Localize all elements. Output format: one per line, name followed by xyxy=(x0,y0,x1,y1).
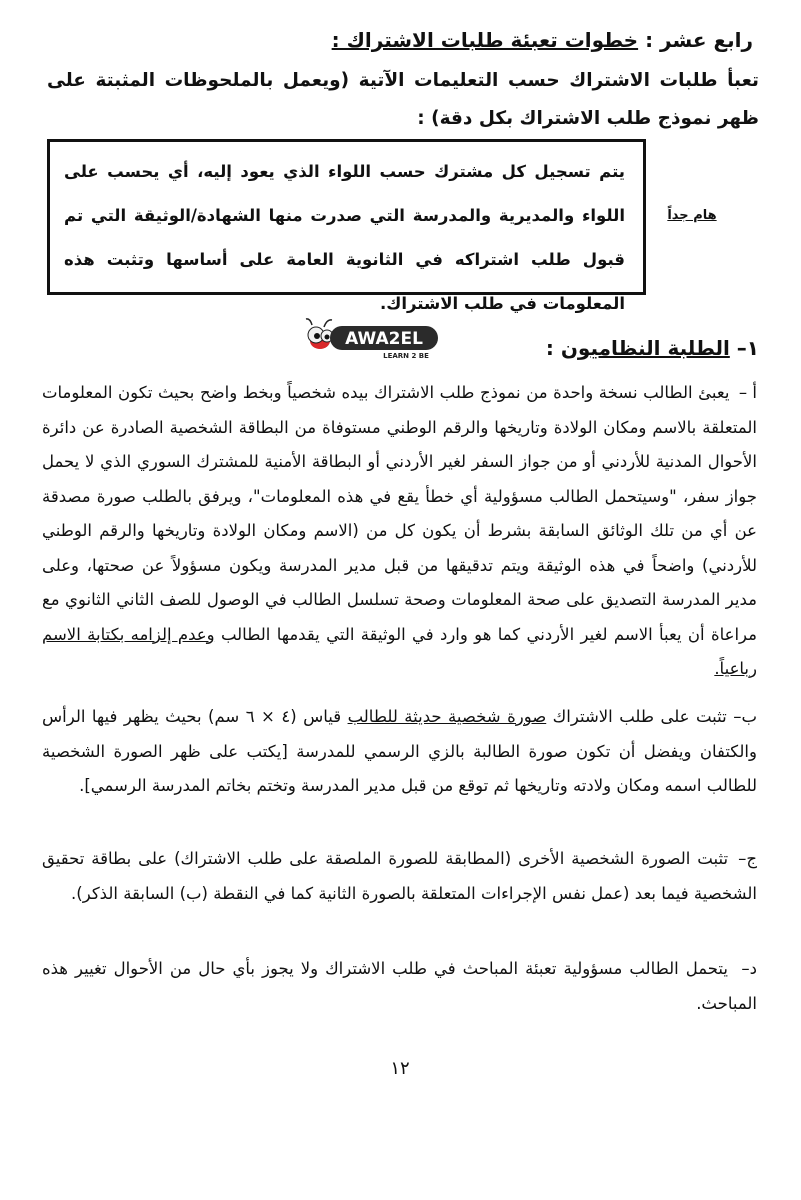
item-a-underlined: وعدم إلزامه بكتابة الاسم رباعياً. xyxy=(42,624,757,678)
section-title xyxy=(53,28,753,52)
important-notice-box xyxy=(47,139,646,313)
awa2el-logo xyxy=(296,316,446,360)
section-title-prefix: رابع عشر : xyxy=(638,28,753,52)
item-b-text-after: قياس (٤ × ٦ سم) بحيث يظهر فيها الرأس والكتفان ويفضل أن تكون صورة الطالبة بالزي الرسمي للمدرسة [يكتب على ظهر الصورة الشخصية للطالب اسمه ومكان ولادته وتاريخها ثم توقع من قبل مدير المدرسة وتختم بخاتم المدرسة الرسمي]. xyxy=(42,707,757,795)
item-b-text-before: تثبت على طلب الاشتراك xyxy=(546,707,727,726)
item-b xyxy=(42,700,757,804)
item-d-text: يتحمل الطالب مسؤولية تعبئة المباحث في طلب الاشتراك ولا يجوز بأي حال من الأحوال تغيير هذه المباحث. xyxy=(42,959,757,1013)
item-b-underlined: صورة شخصية حديثة للطالب xyxy=(347,707,547,726)
item-d-label: د– xyxy=(741,959,757,978)
page-number: ١٢ xyxy=(390,1058,410,1079)
item-a xyxy=(42,376,757,687)
item-b-label: ب– xyxy=(733,707,757,726)
subsection-number: ١– xyxy=(729,336,759,360)
important-notice-text: يتم تسجيل كل مشترك حسب اللواء الذي يعود إليه، أي يحسب على اللواء والمديرية والمدرسة التي صدرت منها الشهادة/الوثيقة التي تم قبول طلب اشتراكه في الثانوية العامة على أساسها وتثبت هذه المعلومات في طلب الاشتراك. xyxy=(64,162,625,313)
item-a-label: أ – xyxy=(738,383,758,402)
subsection-title-text: الطلبة النظاميون xyxy=(560,336,730,360)
logo-sub-text: LEARN 2 BE xyxy=(383,352,429,360)
item-d xyxy=(42,952,757,1021)
logo-main-text: AWA2EL xyxy=(345,329,423,349)
item-c xyxy=(42,842,757,911)
item-a-text: يعبئ الطالب نسخة واحدة من نموذج طلب الاشتراك بيده شخصياً وبخط واضح بحيث تكون المعلومات المتعلقة بالاسم ومكان الولادة وتاريخها والرقم الوطني مستوفاة من البطاقة الشخصية الصادرة عن دائرة الأحوال المدنية للأردني أو من جواز السفر لغير الأردني أو البطاقة الأمنية للمشترك السوري الذي لا يحمل جواز سفر، "وسيتحمل الطالب مسؤولية أي خطأ يقع في هذه المعلومات"، ويرفق بالطلب صورة مصدقة عن أي من تلك الوثائق السابقة بشرط أن يكون كل من (الاسم ومكان الولادة وتاريخها والرقم الوطني للأردني) واضحاً في هذه الوثيقة ويتم تدقيقها من قبل مدير المدرسة ويكون مسؤولاً عن صحتها، وعلى مدير المدرسة التصديق على صحة المعلومات وصحة تسلسل الطالب في الوصول للصف الثاني الثانوي مع مراعاة أن يعبأ الاسم لغير الأردني كما هو وارد في الوثيقة التي يقدمها الطالب xyxy=(42,383,757,644)
subsection-title xyxy=(499,336,759,360)
very-important-label: هام جداً xyxy=(667,208,717,223)
item-c-text: تثبت الصورة الشخصية الأخرى (المطابقة للصورة الملصقة على طلب الاشتراك) على بطاقة تحقيق الشخصية فيما بعد (عمل نفس الإجراءات المتعلقة بالصورة الثانية كما في النقطة (ب) السابقة الذكر). xyxy=(42,849,757,903)
subsection-suffix: : xyxy=(545,336,561,360)
section-title-main: خطوات تعبئة طلبات الاشتراك : xyxy=(331,28,639,52)
intro-paragraph: تعبأ طلبات الاشتراك حسب التعليمات الآتية (ويعمل بالملحوظات المثبتة على ظهر نموذج طلب الاشتراك بكل دقة) : xyxy=(47,70,759,129)
item-c-label: ج– xyxy=(738,849,757,868)
